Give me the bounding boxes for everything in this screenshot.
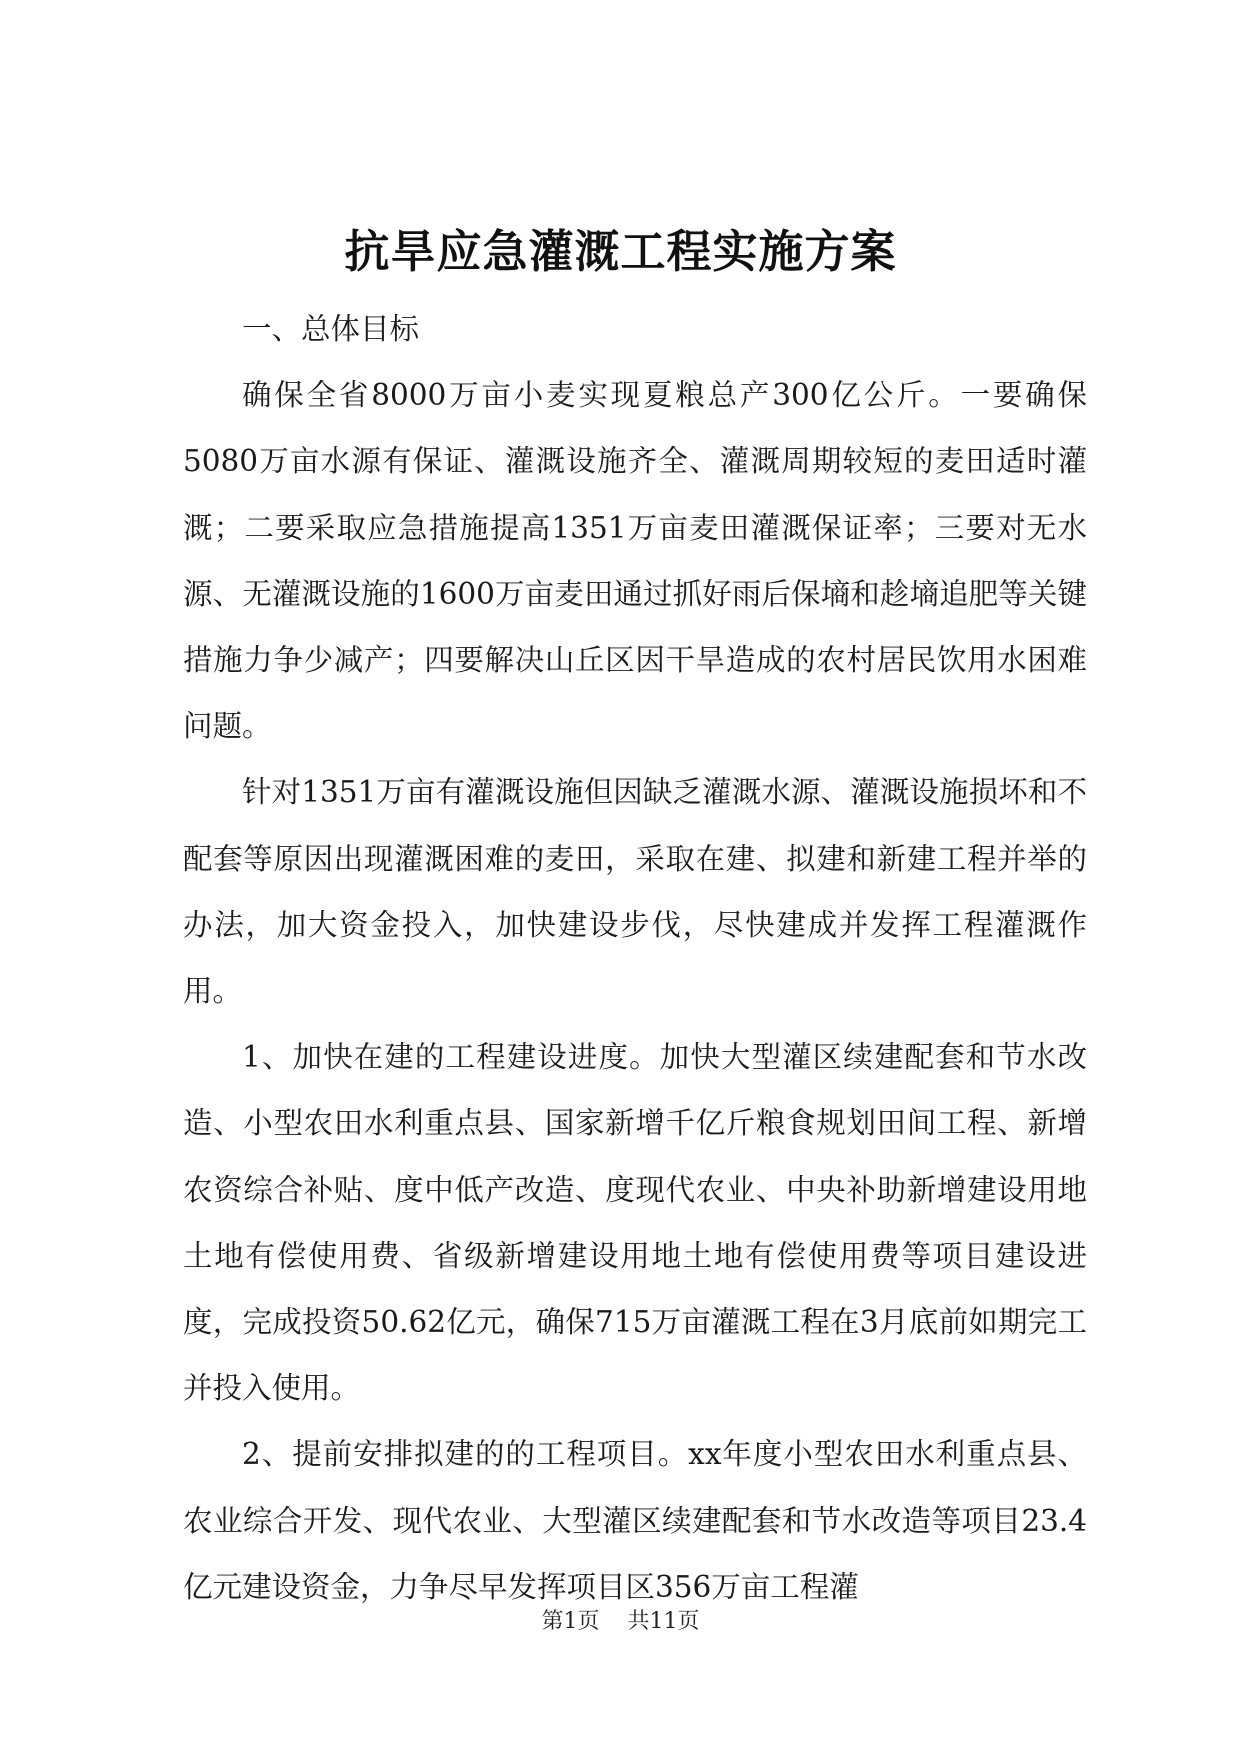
page-footer <box>0 1607 1241 1637</box>
paragraph: 1、加快在建的工程建设进度。加快大型灌区续建配套和节水改造、小型农田水利重点县、国家新增千亿斤粮食规划田间工程、新增农资综合补贴、度中低产改造、度现代农业、中央补助新增建设用地土地有偿使用费、省级新增建设用地土地有偿使用费等项目建设进度，完成投资50.62亿元，确保715万亩灌溉工程在3月底前如期完工并投入使用。 <box>183 1040 1087 1406</box>
paragraph: 2、提前安排拟建的的工程项目。xx年度小型农田水利重点县、农业综合开发、现代农业、大型灌区续建配套和节水改造等项目23.4亿元建设资金，力争尽早发挥项目区356万亩工程灌 <box>183 1437 1087 1604</box>
page-total: 共11页 <box>627 1609 700 1634</box>
section-heading: 一、总体目标 <box>242 312 420 346</box>
document-title: 抗旱应急灌溉工程实施方案 <box>344 225 897 278</box>
page-number: 第1页 <box>541 1609 600 1634</box>
paragraph: 确保全省8000万亩小麦实现夏粮总产300亿公斤。一要确保5080万亩水源有保证、灌溉设施齐全、灌溉周期较短的麦田适时灌溉；二要采取应急措施提高1351万亩麦田灌溉保证率；三要对无水源、无灌溉设施的1600万亩麦田通过抓好雨后保墒和趁墒追肥等关键措施力争少减产；四要解决山丘区因干旱造成的农村居民饮用水困难问题。 <box>183 378 1087 744</box>
document-body <box>183 296 1087 1620</box>
paragraph: 针对1351万亩有灌溉设施但因缺乏灌溉水源、灌溉设施损坏和不配套等原因出现灌溉困难的麦田，采取在建、拟建和新建工程并举的办法，加大资金投入，加快建设步伐，尽快建成并发挥工程灌溉作用。 <box>183 775 1087 1009</box>
